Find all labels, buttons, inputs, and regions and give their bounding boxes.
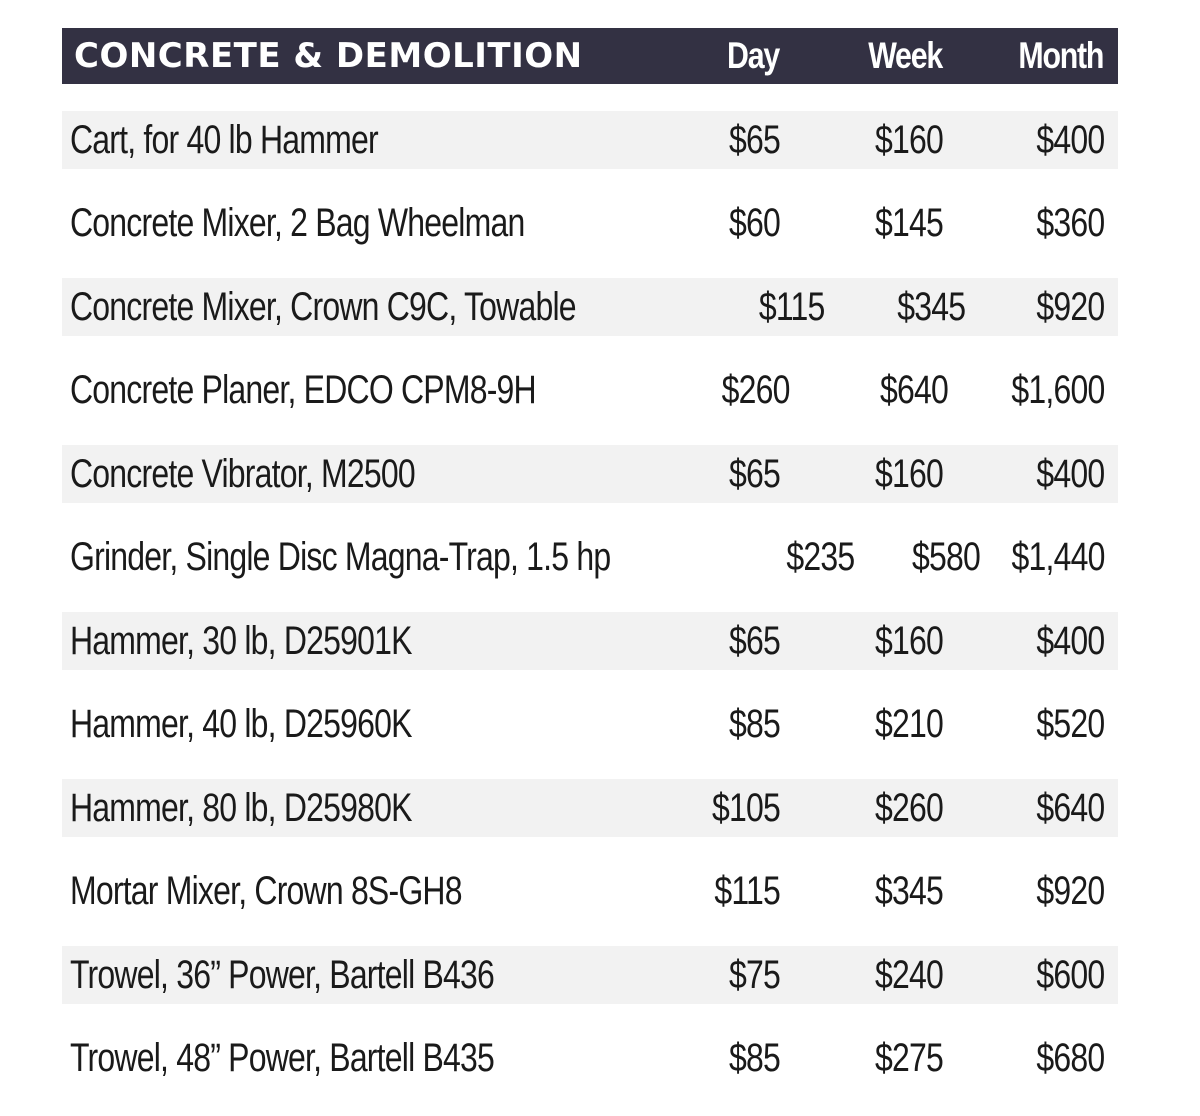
table-row bbox=[62, 195, 1118, 253]
week-price: $145 bbox=[875, 201, 944, 245]
item-name: Concrete Vibrator, M2500 bbox=[70, 451, 415, 496]
month-price: $360 bbox=[1036, 201, 1105, 245]
item-name: Concrete Mixer, 2 Bag Wheelman bbox=[70, 201, 525, 245]
item-name: Trowel, 36” Power, Bartell B436 bbox=[70, 952, 494, 997]
column-header-month: Month bbox=[1018, 35, 1104, 76]
table-row bbox=[62, 529, 1118, 587]
day-price: $85 bbox=[729, 702, 780, 746]
column-header-week: Week bbox=[868, 35, 942, 76]
week-price: $580 bbox=[911, 535, 980, 579]
day-price: $75 bbox=[729, 952, 780, 997]
month-price: $520 bbox=[1036, 702, 1105, 746]
month-price: $400 bbox=[1036, 117, 1105, 162]
table-body bbox=[62, 111, 1118, 1088]
day-price: $65 bbox=[729, 117, 780, 162]
table-title: CONCRETE & DEMOLITION bbox=[74, 36, 583, 76]
item-name: Hammer, 40 lb, D25960K bbox=[70, 702, 412, 746]
table-row bbox=[62, 863, 1118, 921]
item-name: Cart, for 40 lb Hammer bbox=[70, 117, 378, 162]
item-name: Trowel, 48” Power, Bartell B435 bbox=[70, 1036, 494, 1080]
table-row bbox=[62, 362, 1118, 420]
week-price: $210 bbox=[875, 702, 943, 746]
day-price: $60 bbox=[729, 201, 781, 245]
table-row bbox=[62, 946, 1118, 1004]
week-price: $640 bbox=[879, 368, 948, 412]
item-name: Mortar Mixer, Crown 8S-GH8 bbox=[70, 869, 462, 913]
day-price: $260 bbox=[721, 368, 790, 412]
day-price: $65 bbox=[729, 618, 780, 663]
table-row bbox=[62, 111, 1118, 169]
item-name: Concrete Planer, EDCO CPM8-9H bbox=[70, 368, 536, 412]
item-name: Hammer, 80 lb, D25980K bbox=[70, 785, 412, 830]
month-price: $920 bbox=[1036, 869, 1105, 913]
day-price: $115 bbox=[714, 869, 780, 913]
month-price: $920 bbox=[1036, 284, 1105, 329]
rental-rate-table bbox=[62, 28, 1118, 1113]
month-price: $1,440 bbox=[1011, 535, 1105, 579]
day-price: $85 bbox=[729, 1036, 780, 1080]
day-price: $105 bbox=[712, 785, 780, 830]
week-price: $240 bbox=[875, 952, 943, 997]
week-price: $160 bbox=[875, 451, 943, 496]
month-price: $400 bbox=[1036, 451, 1105, 496]
month-price: $400 bbox=[1036, 618, 1105, 663]
month-price: $600 bbox=[1036, 952, 1105, 997]
week-price: $275 bbox=[875, 1036, 943, 1080]
week-price: $160 bbox=[875, 117, 943, 162]
month-price: $640 bbox=[1036, 785, 1105, 830]
week-price: $260 bbox=[875, 785, 943, 830]
week-price: $160 bbox=[875, 618, 943, 663]
table-row bbox=[62, 779, 1118, 837]
table-row bbox=[62, 612, 1118, 670]
day-price: $65 bbox=[729, 451, 780, 496]
table-row bbox=[62, 278, 1118, 336]
table-row bbox=[62, 1030, 1118, 1088]
table-row bbox=[62, 696, 1118, 754]
day-price: $115 bbox=[759, 284, 825, 329]
month-price: $1,600 bbox=[1011, 368, 1105, 412]
week-price: $345 bbox=[875, 869, 943, 913]
week-price: $345 bbox=[897, 284, 965, 329]
month-price: $680 bbox=[1036, 1036, 1105, 1080]
table-header bbox=[62, 28, 1118, 84]
item-name: Concrete Mixer, Crown C9C, Towable bbox=[70, 284, 576, 329]
column-header-day: Day bbox=[727, 35, 779, 76]
item-name: Grinder, Single Disc Magna-Trap, 1.5 hp bbox=[70, 535, 611, 579]
table-row bbox=[62, 445, 1118, 503]
day-price: $235 bbox=[786, 535, 855, 579]
item-name: Hammer, 30 lb, D25901K bbox=[70, 618, 412, 663]
